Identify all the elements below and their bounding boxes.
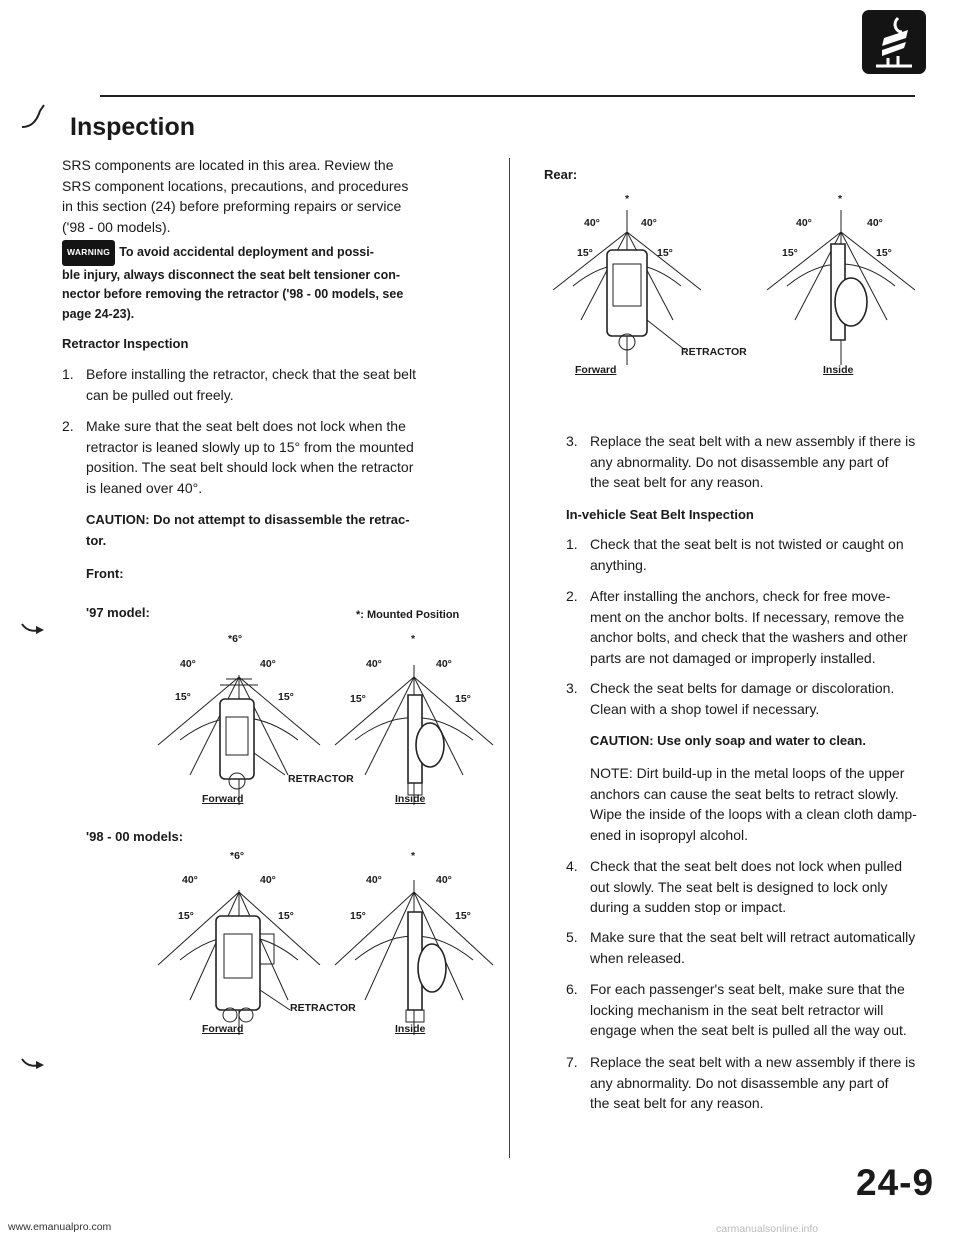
page-number: 24-9 xyxy=(856,1162,935,1203)
retractor-label: RETRACTOR xyxy=(681,346,747,358)
seatbelt-icon xyxy=(862,10,926,74)
invehicle-caution: CAUTION: Use only soap and water to clean. xyxy=(590,733,866,748)
page-arrow-icon xyxy=(20,622,46,638)
figure-rear: * 40° 40° 15° 15° * 40° 40° 15° 15° RETRACTOR Forward Inside xyxy=(545,180,925,375)
page-arrow-icon xyxy=(20,1057,46,1073)
page-title: Inspection xyxy=(70,113,196,141)
footer-watermark: carmanualsonline.info xyxy=(716,1223,819,1235)
hook-mark-icon xyxy=(18,103,48,129)
forward-label: Forward xyxy=(202,1023,244,1035)
intro-paragraph: SRS components are located in this area. Review the SRS component locations, precautions, and procedures in this section (24) before preforming repairs or service ('98 - 00 models). xyxy=(62,157,409,235)
inside-label: Inside xyxy=(823,364,854,376)
retractor-caution: CAUTION: Do not attempt to disassemble the retrac- tor. xyxy=(86,512,410,548)
invehicle-heading: In-vehicle Seat Belt Inspection xyxy=(566,507,754,522)
retractor-label: RETRACTOR xyxy=(290,1002,356,1014)
figure-front-97: *6° 40° 40° 15° 15° * 40° 40° 15° 15° RETRACTOR Forward Inside xyxy=(150,635,510,815)
retractor-label: RETRACTOR xyxy=(288,773,354,785)
mounted-position-note: *: Mounted Position xyxy=(356,609,460,621)
inside-label: Inside xyxy=(395,793,426,805)
forward-label: Forward xyxy=(202,793,244,805)
warning-badge: WARNING xyxy=(62,240,115,266)
header-rule xyxy=(100,95,915,97)
figure-front-98: *6° 40° 40° 15° 15° * 40° 40° 15° 15° RETRACTOR Forward Inside xyxy=(150,850,510,1045)
retractor-inspection-heading: Retractor Inspection xyxy=(62,336,189,351)
column-divider xyxy=(509,158,510,1158)
footer-url[interactable]: www.emanualpro.com xyxy=(8,1221,112,1233)
model-97-label: '97 model: xyxy=(86,605,150,620)
inside-label: Inside xyxy=(395,1023,426,1035)
warning-block: WARNING To avoid accidental deployment and possi- ble injury, always disconnect the seat belt tensioner con- nector before removing the retractor ('98 - 00 models, see page 24-23). xyxy=(62,240,403,324)
fan-inside-97 xyxy=(335,665,493,805)
forward-label: Forward xyxy=(575,364,617,376)
model-98-label: '98 - 00 models: xyxy=(86,829,184,844)
front-label: Front: xyxy=(86,566,124,581)
rear-label: Rear: xyxy=(544,167,578,182)
invehicle-note: NOTE: Dirt build-up in the metal loops of the upper anchors can cause the seat belts to retract slowly. Wipe the inside of the loops with a clean cloth damp- ened in isopropyl alcohol. xyxy=(590,765,917,843)
